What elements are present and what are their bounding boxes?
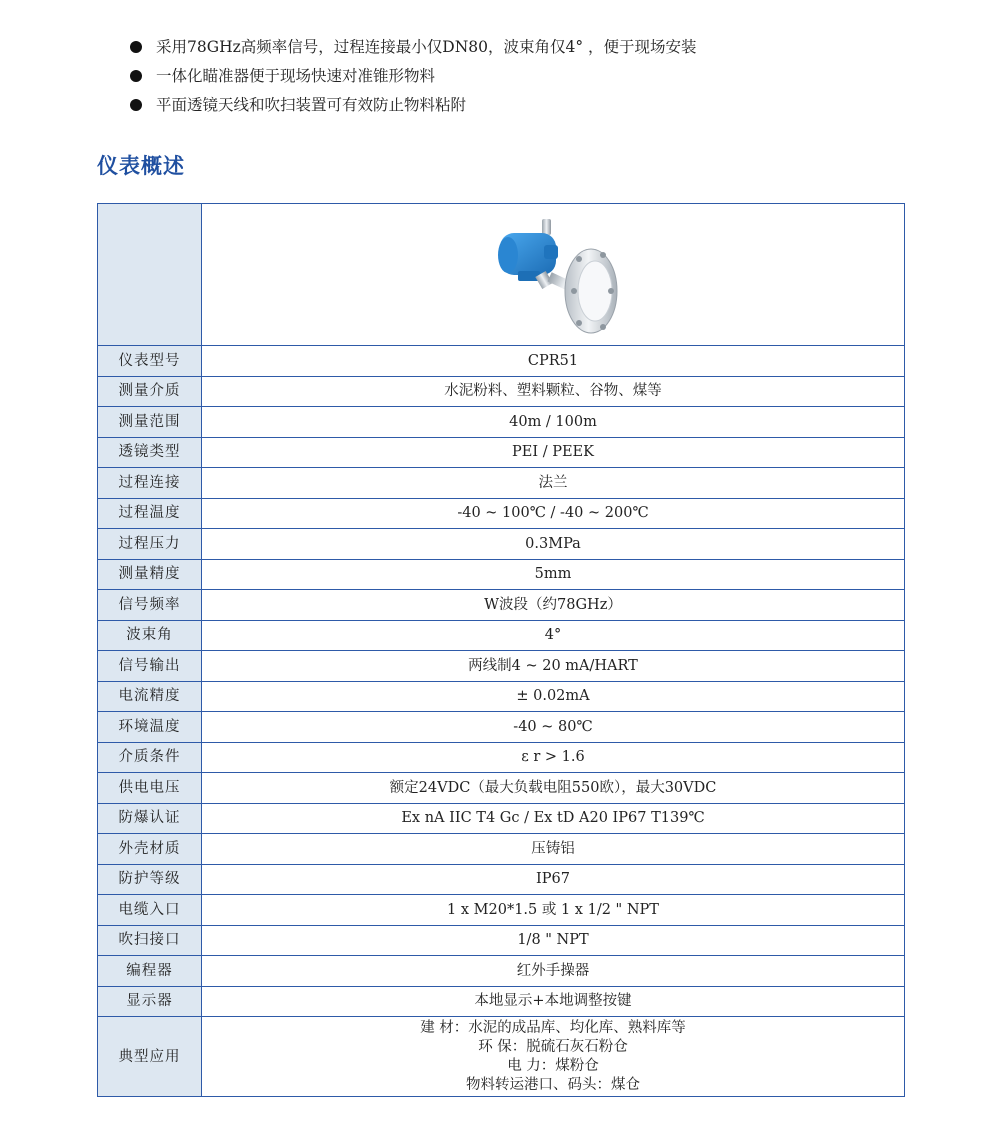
spec-table (97, 203, 905, 1097)
spec-label: 供电电压 (98, 773, 202, 804)
bullet-icon (130, 70, 142, 82)
spec-label: 过程温度 (98, 498, 202, 529)
spec-label: 电流精度 (98, 681, 202, 712)
spec-value: Ex nA IIC T4 Gc / Ex tD A20 IP67 T139℃ (202, 803, 905, 834)
feature-item (130, 94, 697, 123)
application-line: 环 保：脱硫石灰石粉仓 (478, 1038, 628, 1055)
spec-value: -40 ~ 80℃ (202, 712, 905, 743)
spec-label: 仪表型号 (98, 346, 202, 377)
spec-label: 介质条件 (98, 742, 202, 773)
spec-value: ± 0.02mA (202, 681, 905, 712)
spec-row (98, 773, 905, 804)
spec-value: 两线制4 ~ 20 mA/HART (202, 651, 905, 682)
spec-value: 红外手操器 (202, 956, 905, 987)
spec-label: 环境温度 (98, 712, 202, 743)
spec-value: 1 x M20*1.5 或 1 x 1/2 " NPT (202, 895, 905, 926)
spec-row (98, 346, 905, 377)
application-line: 物料转运港口、码头：煤仓 (466, 1076, 640, 1093)
spec-label: 测量范围 (98, 407, 202, 438)
spec-value: W波段（约78GHz） (202, 590, 905, 621)
spec-label: 测量介质 (98, 376, 202, 407)
feature-item (130, 36, 697, 65)
radar-level-meter-icon (478, 215, 628, 335)
spec-label: 信号频率 (98, 590, 202, 621)
spec-value: 额定24VDC（最大负载电阻550欧），最大30VDC (202, 773, 905, 804)
application-label: 典型应用 (98, 1017, 202, 1097)
spec-value: 1/8 " NPT (202, 925, 905, 956)
spec-label: 透镜类型 (98, 437, 202, 468)
spec-value: 水泥粉料、塑料颗粒、谷物、煤等 (202, 376, 905, 407)
application-line: 电 力：煤粉仓 (507, 1057, 599, 1074)
spec-row (98, 864, 905, 895)
feature-list (130, 36, 697, 123)
application-line: 建 材：水泥的成品库、均化库、熟料库等 (420, 1019, 686, 1036)
spec-value: 压铸铝 (202, 834, 905, 865)
spec-value: 4° (202, 620, 905, 651)
spec-row (98, 468, 905, 499)
bullet-icon (130, 41, 142, 53)
spec-label: 过程连接 (98, 468, 202, 499)
spec-row (98, 986, 905, 1017)
spec-value: CPR51 (202, 346, 905, 377)
spec-row (98, 681, 905, 712)
spec-label: 外壳材质 (98, 834, 202, 865)
spec-label: 测量精度 (98, 559, 202, 590)
spec-row (98, 956, 905, 987)
feature-item (130, 65, 697, 94)
spec-row (98, 834, 905, 865)
spec-row (98, 437, 905, 468)
product-image-row (98, 204, 905, 346)
spec-value: 40m / 100m (202, 407, 905, 438)
application-row (98, 1017, 905, 1097)
spec-label: 电缆入口 (98, 895, 202, 926)
spec-row (98, 651, 905, 682)
application-value (202, 1017, 905, 1097)
spec-row (98, 559, 905, 590)
spec-value: 0.3MPa (202, 529, 905, 560)
spec-value: 本地显示+本地调整按键 (202, 986, 905, 1017)
section-title: 仪表概述 (97, 154, 185, 178)
spec-row (98, 620, 905, 651)
spec-label: 波束角 (98, 620, 202, 651)
spec-value: IP67 (202, 864, 905, 895)
product-image-cell (202, 204, 905, 346)
spec-label: 过程压力 (98, 529, 202, 560)
spec-row (98, 498, 905, 529)
spec-label: 吹扫接口 (98, 925, 202, 956)
spec-value: 5mm (202, 559, 905, 590)
spec-label: 防爆认证 (98, 803, 202, 834)
spec-row (98, 376, 905, 407)
spec-row (98, 803, 905, 834)
spec-row (98, 712, 905, 743)
spec-value: ε r > 1.6 (202, 742, 905, 773)
spec-row (98, 895, 905, 926)
feature-text: 采用78GHz高频率信号，过程连接最小仅DN80，波束角仅4° ，便于现场安装 (156, 38, 697, 56)
spec-row (98, 590, 905, 621)
spec-value: 法兰 (202, 468, 905, 499)
image-label-cell (98, 204, 202, 346)
spec-label: 防护等级 (98, 864, 202, 895)
spec-row (98, 925, 905, 956)
spec-value: -40 ~ 100℃ / -40 ~ 200℃ (202, 498, 905, 529)
spec-label: 编程器 (98, 956, 202, 987)
bullet-icon (130, 99, 142, 111)
spec-label: 显示器 (98, 986, 202, 1017)
feature-text: 平面透镜天线和吹扫装置可有效防止物料粘附 (156, 96, 467, 114)
feature-text: 一体化瞄准器便于现场快速对准锥形物料 (156, 67, 436, 85)
spec-row (98, 529, 905, 560)
spec-row (98, 742, 905, 773)
spec-value: PEI / PEEK (202, 437, 905, 468)
spec-row (98, 407, 905, 438)
spec-label: 信号输出 (98, 651, 202, 682)
